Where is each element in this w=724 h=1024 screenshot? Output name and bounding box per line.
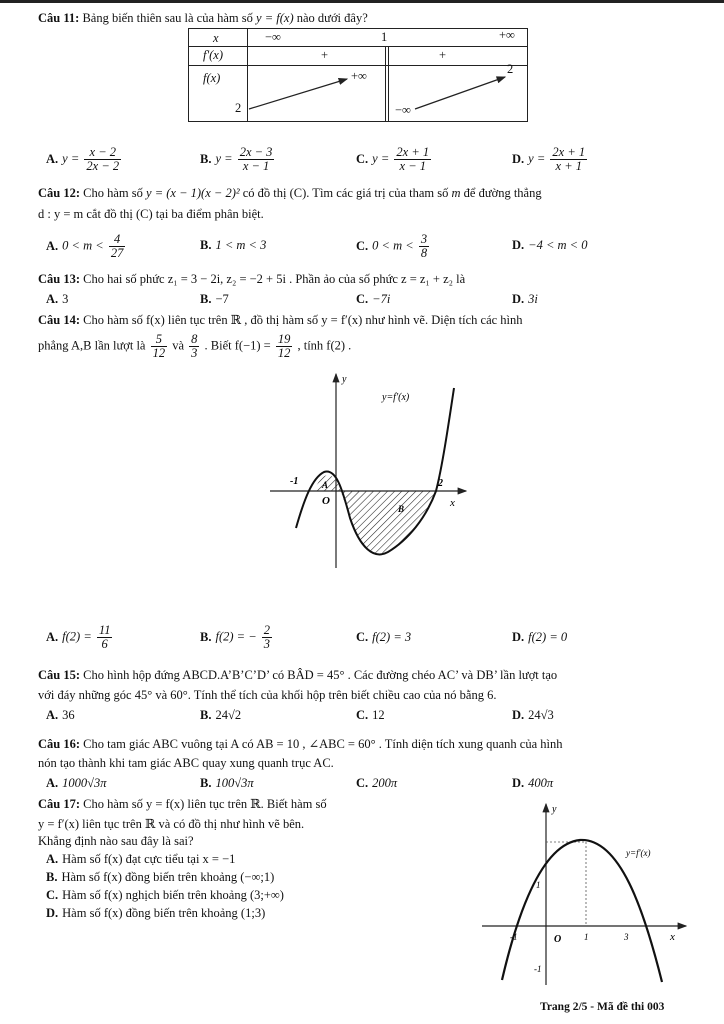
q14-region-a-label: A — [322, 480, 329, 490]
q17-option-b[interactable]: B. Hàm số f(x) đồng biến trên khoảng (−∞;1) — [46, 870, 275, 884]
q14-stem: Câu 14: Cho hàm số f(x) liên tục trên ℝ , đồ thị hàm số y = f′(x) như hình vẽ. Diện tích các hình — [38, 313, 523, 327]
q17-option-c[interactable]: C. Hàm số f(x) nghịch biến trên khoảng (3;+∞) — [46, 888, 284, 902]
q16-option-d[interactable]: D. 400π — [512, 776, 554, 790]
q17-origin-label: O — [554, 934, 562, 945]
q11-variation-table: x f'(x) f(x) −∞ 1 +∞ + + +∞ 2 2 −∞ — [188, 28, 528, 122]
q12-option-d[interactable]: D. −4 < m < 0 — [512, 238, 588, 252]
q13-option-d[interactable]: D. 3i — [512, 292, 538, 306]
q17-curve-label: y=f′(x) — [626, 848, 651, 858]
q17-stem-line2: y = f′(x) liên tục trên ℝ và có đồ thị như hình vẽ bên. — [38, 817, 305, 831]
q12-option-c[interactable]: C. 0 < m < $\frac{3}{8}$ — [356, 232, 428, 261]
q17-stem-line3: Khẳng định nào sau đây là sai? — [38, 834, 194, 848]
q13-stem: Câu 13: Cho hai số phức z₁ = 3 − 2i, z₂ = −2 + 5i . Phần ảo của số phức z = z₁ + z₂ là — [38, 272, 466, 286]
q11-arrows — [189, 29, 527, 121]
q14-tick-neg1: -1 — [290, 476, 299, 487]
q11-option-c[interactable]: C. y = $\frac{2x + 1}{x - 1}$ — [356, 145, 430, 174]
q14-region-b-label: B — [398, 504, 405, 514]
q14-origin-label: O — [322, 495, 330, 507]
q17-x-label: x — [670, 931, 675, 943]
q15-stem-line2: với đáy những góc 45° và 60°. Tính thể tích của khối hộp trên biết chiều cao của nó bằng 6. — [38, 688, 497, 702]
q17-graph — [480, 800, 690, 990]
q17-option-a[interactable]: A. Hàm số f(x) đạt cực tiểu tại x = −1 — [46, 852, 236, 866]
q15-option-c[interactable]: C. 12 — [356, 708, 385, 722]
q11-option-b[interactable]: B. y = $\frac{2x - 3}{x - 1}$ — [200, 145, 273, 174]
q12-option-b[interactable]: B. 1 < m < 3 — [200, 238, 267, 252]
q14-option-c[interactable]: C. f(2) = 3 — [356, 630, 412, 644]
q16-stem-line2: nón tạo thành khi tam giác ABC quay xung quanh trục AC. — [38, 756, 334, 770]
q14-stem-line2: phẳng A,B lần lượt là $\frac{5}{12}$ và $\frac{8}{3}$ . Biết f(−1) = $\frac{19}{12}$ , tính f(2) . — [38, 332, 352, 361]
q17-curve — [502, 840, 662, 982]
q16-option-c[interactable]: C. 200π — [356, 776, 398, 790]
q13-option-a[interactable]: A. 3 — [46, 292, 69, 306]
q15-option-a[interactable]: A. 36 — [46, 708, 75, 722]
q17-option-d[interactable]: D. Hàm số f(x) đồng biến trên khoảng (1;3) — [46, 906, 266, 920]
q13-option-b[interactable]: B. −7 — [200, 292, 229, 306]
q15-stem: Câu 15: Cho hình hộp đứng ABCD.A’B’C’D’ có BÂD = 45° . Các đường chéo AC’ và DB’ lần lượt tạo — [38, 668, 558, 682]
q14-tick-2: 2 — [438, 478, 443, 489]
q17-stem: Câu 17: Cho hàm số y = f(x) liên tục trên ℝ. Biết hàm số — [38, 797, 327, 811]
q14-graph — [270, 368, 470, 573]
q15-option-b[interactable]: B. 24√2 — [200, 708, 242, 722]
q17-tick-ym1: -1 — [534, 964, 542, 974]
q14-curve-label: y=f′(x) — [382, 392, 410, 403]
q12-stem: Câu 12: Cho hàm số y = (x − 1)(x − 2)² có đồ thị (C). Tìm các giá trị của tham số m để đường thẳng — [38, 186, 542, 200]
q12-option-a[interactable]: A. 0 < m < $\frac{4}{27}$ — [46, 232, 124, 261]
q16-stem: Câu 16: Cho tam giác ABC vuông tại A có AB = 10 , ∠ABC = 60° . Tính diện tích xung quanh của hình — [38, 737, 563, 751]
q14-y-label: y — [342, 374, 347, 385]
top-rule — [0, 0, 724, 3]
q15-option-d[interactable]: D. 24√3 — [512, 708, 554, 722]
q12-stem-line2: d : y = m cắt đồ thị (C) tại ba điểm phân biệt. — [38, 207, 264, 221]
q14-option-b[interactable]: B. f(2) = − $\frac{2}{3}$ — [200, 623, 271, 652]
q16-option-b[interactable]: B. 100√3π — [200, 776, 254, 790]
q17-tick-3: 3 — [624, 932, 629, 942]
q14-option-d[interactable]: D. f(2) = 0 — [512, 630, 568, 644]
q17-tick-neg1: -1 — [510, 932, 518, 942]
q11-option-d[interactable]: D. y = $\frac{2x + 1}{x + 1}$ — [512, 145, 586, 174]
q17-tick-y1: 1 — [536, 880, 541, 890]
q17-tick-1: 1 — [584, 932, 589, 942]
page-footer: Trang 2/5 - Mã đề thi 003 — [540, 1001, 665, 1013]
q11-label: Câu 11: — [38, 11, 80, 25]
q16-option-a[interactable]: A. 1000√3π — [46, 776, 107, 790]
q17-y-label: y — [552, 804, 557, 815]
q14-option-a[interactable]: A. f(2) = $\frac{11}{6}$ — [46, 623, 111, 652]
q13-option-c[interactable]: C. −7i — [356, 292, 391, 306]
q11-stem: Câu 11: Bảng biến thiên sau là của hàm số y = f(x) nào dưới đây? — [38, 11, 368, 25]
q14-x-label: x — [450, 497, 455, 509]
q11-option-a[interactable]: A. y = $\frac{x - 2}{2x - 2}$ — [46, 145, 120, 174]
